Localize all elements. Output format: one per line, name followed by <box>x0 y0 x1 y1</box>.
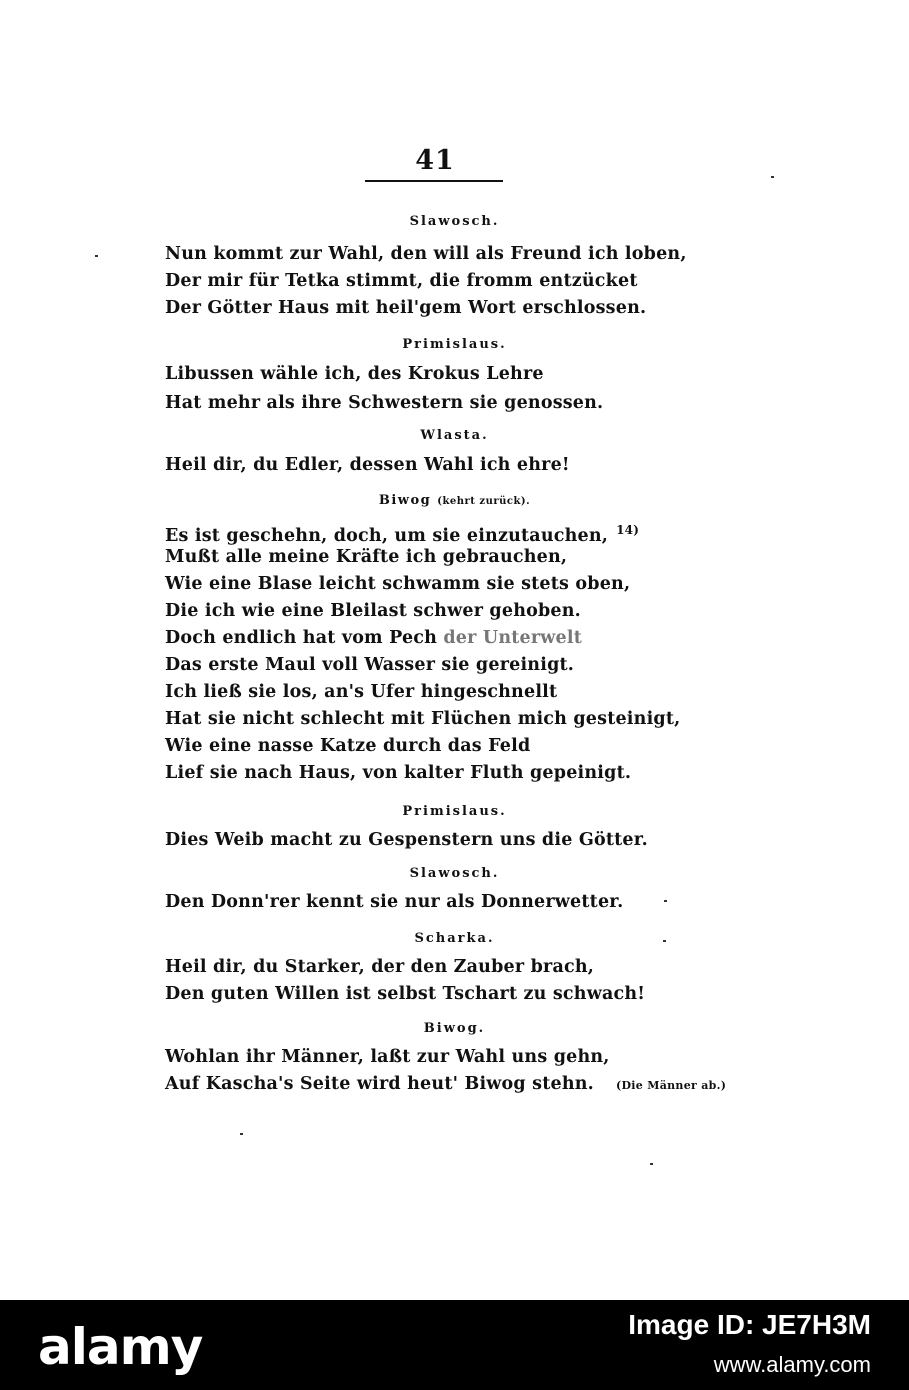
verse-line: Dies Weib macht zu Gespenstern uns die Götter. <box>165 830 648 850</box>
verse-line: Hat sie nicht schlecht mit Flüchen mich gesteinigt, <box>165 709 681 729</box>
verse-line: Hat mehr als ihre Schwestern sie genossen. <box>165 393 604 413</box>
scan-speck <box>240 1133 243 1135</box>
speaker-scharka: Scharka. <box>414 931 495 946</box>
faint-verse-text: der Unterwelt <box>443 628 583 648</box>
speaker-slawosch-1: Slawosch. <box>409 214 500 229</box>
scan-speck <box>95 255 98 257</box>
verse-line: Wie eine Blase leicht schwamm sie stets oben, <box>165 574 631 594</box>
scan-speck <box>650 1163 653 1165</box>
stage-direction: (Die Männer ab.) <box>615 1079 727 1092</box>
watermark-url: www.alamy.com <box>713 1352 871 1377</box>
stage-direction: (kehrt zurück). <box>437 496 531 507</box>
speaker-name: Biwog <box>378 493 432 508</box>
verse-line: Heil dir, du Edler, dessen Wahl ich ehre! <box>165 455 570 475</box>
scan-speck <box>664 900 667 902</box>
verse-line: Lief sie nach Haus, von kalter Fluth gepeinigt. <box>165 763 632 783</box>
verse-line: Ich ließ sie los, an's Ufer hingeschnellt <box>165 682 558 702</box>
header-rule <box>365 180 503 182</box>
verse-line <box>165 1073 726 1097</box>
verse-text: Es ist geschehn, doch, um sie einzutauchen, <box>165 525 609 546</box>
verse-line <box>165 519 639 547</box>
page-number: 41 <box>415 145 455 176</box>
verse-line <box>165 627 582 649</box>
verse-line: Heil dir, du Starker, der den Zauber brach, <box>165 957 595 977</box>
speaker-slawosch-2: Slawosch. <box>409 866 500 881</box>
speaker-primislaus-2: Primislaus. <box>402 804 507 819</box>
speaker-biwog-1 <box>0 493 909 508</box>
verse-line: Wie eine nasse Katze durch das Feld <box>165 736 531 756</box>
verse-line: Der mir für Tetka stimmt, die fromm entzücket <box>165 271 638 291</box>
verse-line: Den Donn'rer kennt sie nur als Donnerwetter. <box>165 892 624 912</box>
speaker-wlasta: Wlasta. <box>420 428 489 443</box>
scan-speck <box>771 176 774 178</box>
verse-line: Nun kommt zur Wahl, den will als Freund ich loben, <box>165 244 687 264</box>
verse-text: Doch endlich hat vom Pech <box>165 628 438 648</box>
speaker-biwog-2: Biwog. <box>423 1021 486 1036</box>
verse-line: Den guten Willen ist selbst Tschart zu schwach! <box>165 984 646 1004</box>
verse-line: Wohlan ihr Männer, laßt zur Wahl uns gehn, <box>165 1047 610 1067</box>
alamy-logo: alamy <box>38 1318 203 1376</box>
verse-line: Libussen wähle ich, des Krokus Lehre <box>165 364 544 384</box>
verse-line: Die ich wie eine Bleilast schwer gehoben. <box>165 601 581 621</box>
image-id-label: Image ID: JE7H3M <box>628 1309 871 1340</box>
scan-speck <box>663 940 666 942</box>
footnote-marker: 14) <box>616 523 640 537</box>
verse-line: Das erste Maul voll Wasser sie gereinigt. <box>165 655 575 675</box>
verse-line: Der Götter Haus mit heil'gem Wort erschlossen. <box>165 298 647 318</box>
verse-line: Mußt alle meine Kräfte ich gebrauchen, <box>165 547 568 567</box>
speaker-primislaus-1: Primislaus. <box>402 337 507 352</box>
verse-text: Auf Kascha's Seite wird heut' Biwog stehn. <box>165 1074 594 1094</box>
